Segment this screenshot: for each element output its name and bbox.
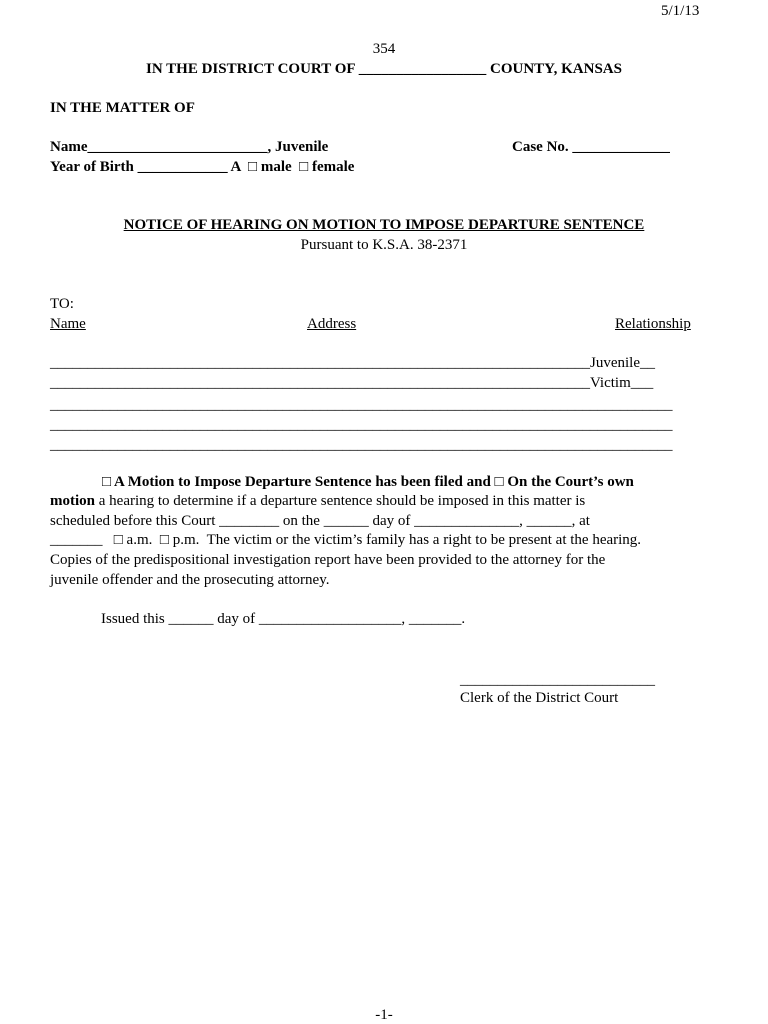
case-number-line: Case No. _____________	[512, 139, 670, 155]
clerk-label: Clerk of the District Court	[460, 690, 619, 706]
paragraph-line: □ A Motion to Impose Departure Sentence has been filed and □ On the Court’s own	[102, 474, 634, 490]
paragraph-line: scheduled before this Court ________ on the ______ day of ______________, ______, at	[50, 513, 590, 529]
page-number: -1-	[375, 1007, 393, 1023]
notice-subtitle: Pursuant to K.S.A. 38-2371	[300, 237, 468, 253]
recipient-line-victim: ________________________________________________________________________Victim___	[50, 375, 654, 391]
birth-sex-line: Year of Birth ____________ A □ male □ female	[50, 159, 355, 175]
recipient-line-juvenile: ________________________________________________________________________Juvenile__	[50, 355, 655, 371]
paragraph-line	[50, 492, 585, 510]
recipient-line-blank: ___________________________________________________________________________________	[50, 417, 673, 433]
document-date: 5/1/13	[661, 3, 700, 19]
recipient-line-blank: ___________________________________________________________________________________	[50, 437, 673, 453]
paragraph-line: _______ □ a.m. □ p.m. The victim or the victim’s family has a right to be present at the hearing.	[50, 532, 642, 548]
form-number: 354	[372, 41, 396, 57]
paragraph-motion-word: motion	[50, 493, 95, 509]
juvenile-name-line: Name________________________, Juvenile	[50, 139, 329, 155]
column-header-address: Address	[307, 316, 357, 332]
signature-line: __________________________	[460, 672, 655, 688]
notice-title: NOTICE OF HEARING ON MOTION TO IMPOSE DEPARTURE SENTENCE	[123, 217, 645, 233]
paragraph-line-rest: a hearing to determine if a departure sentence should be imposed in this matter is	[95, 493, 586, 509]
issued-line: Issued this ______ day of ___________________, _______.	[101, 611, 466, 627]
paragraph-line: Copies of the predispositional investigation report have been provided to the attorney for the	[50, 552, 606, 568]
court-header: IN THE DISTRICT COURT OF _________________ COUNTY, KANSAS	[146, 61, 622, 77]
recipient-line-blank: ___________________________________________________________________________________	[50, 397, 673, 413]
to-label: TO:	[50, 296, 74, 312]
matter-heading: IN THE MATTER OF	[50, 100, 195, 116]
column-header-relationship: Relationship	[615, 316, 691, 332]
paragraph-line: juvenile offender and the prosecuting attorney.	[50, 572, 330, 588]
column-header-name: Name	[50, 316, 86, 332]
